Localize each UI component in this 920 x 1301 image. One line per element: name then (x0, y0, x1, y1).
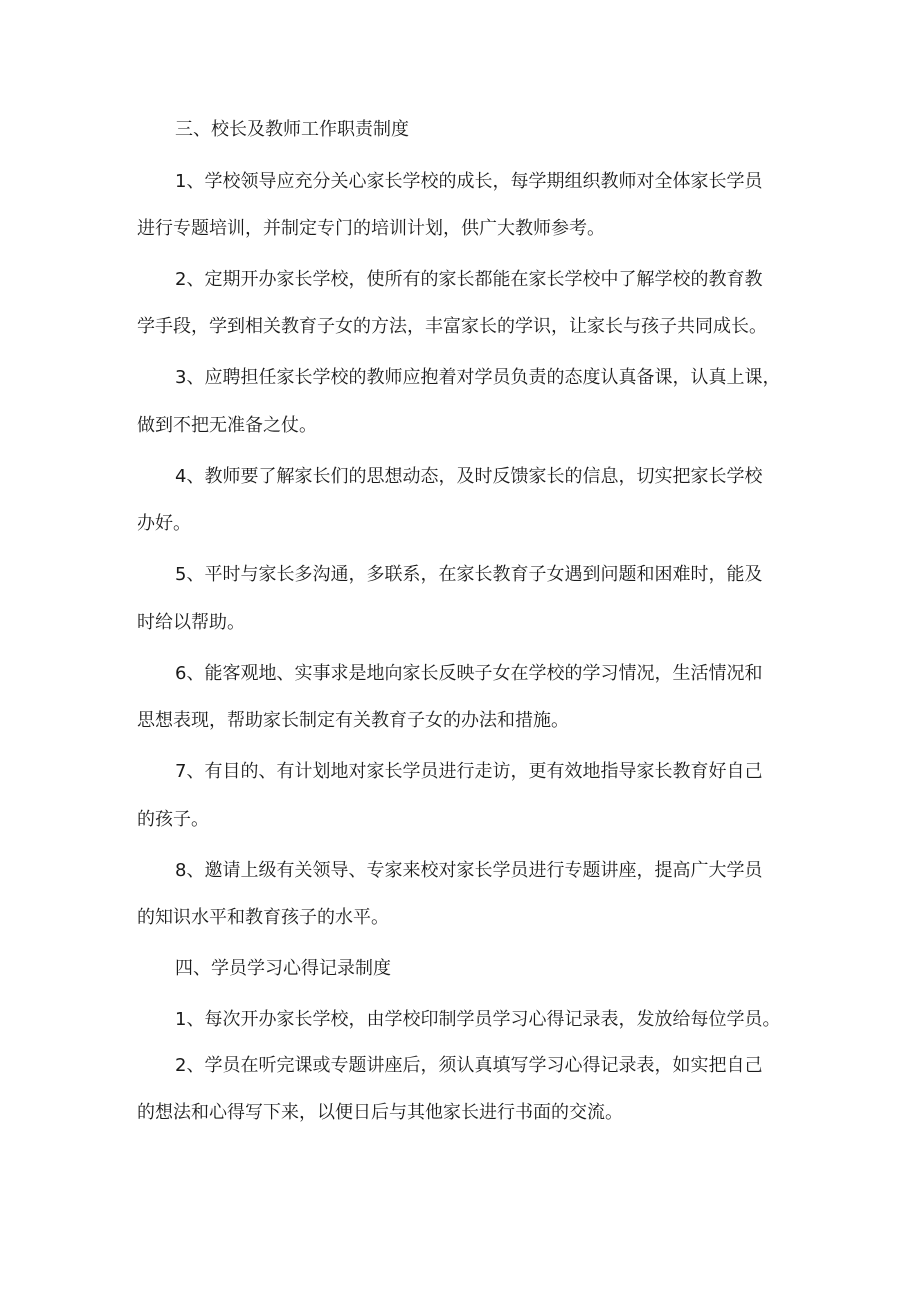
paragraph-line: 2、定期开办家长学校，使所有的家长都能在家长学校中了解学校的教育教 (175, 269, 763, 290)
paragraph-line: 3、应聘担任家长学校的教师应抱着对学员负责的态度认真备课，认真上课， (175, 367, 781, 388)
paragraph-line: 1、学校领导应充分关心家长学校的成长，每学期组织教师对全体家长学员 (175, 171, 763, 192)
paragraph-line: 2、学员在听完课或专题讲座后，须认真填写学习心得记录表，如实把自己 (175, 1055, 763, 1076)
section-heading: 四、学员学习心得记录制度 (175, 958, 391, 979)
paragraph-line: 6、能客观地、实事求是地向家长反映子女在学校的学习情况，生活情况和 (175, 663, 763, 684)
paragraph-line: 的知识水平和教育孩子的水平。 (137, 907, 389, 928)
paragraph-line: 学手段，学到相关教育子女的方法，丰富家长的学识，让家长与孩子共同成长。 (137, 316, 767, 337)
paragraph-line: 做到不把无准备之仗。 (137, 415, 317, 436)
paragraph-line: 进行专题培训，并制定专门的培训计划，供广大教师参考。 (137, 218, 605, 239)
paragraph-line: 思想表现，帮助家长制定有关教育子女的办法和措施。 (137, 710, 569, 731)
paragraph-line: 7、有目的、有计划地对家长学员进行走访，更有效地指导家长教育好自己 (175, 761, 763, 782)
paragraph-line: 时给以帮助。 (137, 612, 245, 633)
paragraph-line: 8、邀请上级有关领导、专家来校对家长学员进行专题讲座，提高广大学员 (175, 860, 763, 881)
paragraph-line: 的想法和心得写下来，以便日后与其他家长进行书面的交流。 (137, 1102, 623, 1123)
paragraph-line: 5、平时与家长多沟通，多联系，在家长教育子女遇到问题和困难时，能及 (175, 564, 763, 585)
paragraph-line: 的孩子。 (137, 809, 209, 830)
paragraph-line: 1、每次开办家长学校，由学校印制学员学习心得记录表，发放给每位学员。 (175, 1009, 781, 1030)
paragraph-line: 4、教师要了解家长们的思想动态，及时反馈家长的信息，切实把家长学校 (175, 466, 763, 487)
paragraph-line: 办好。 (137, 513, 191, 534)
section-heading: 三、校长及教师工作职责制度 (175, 119, 409, 140)
